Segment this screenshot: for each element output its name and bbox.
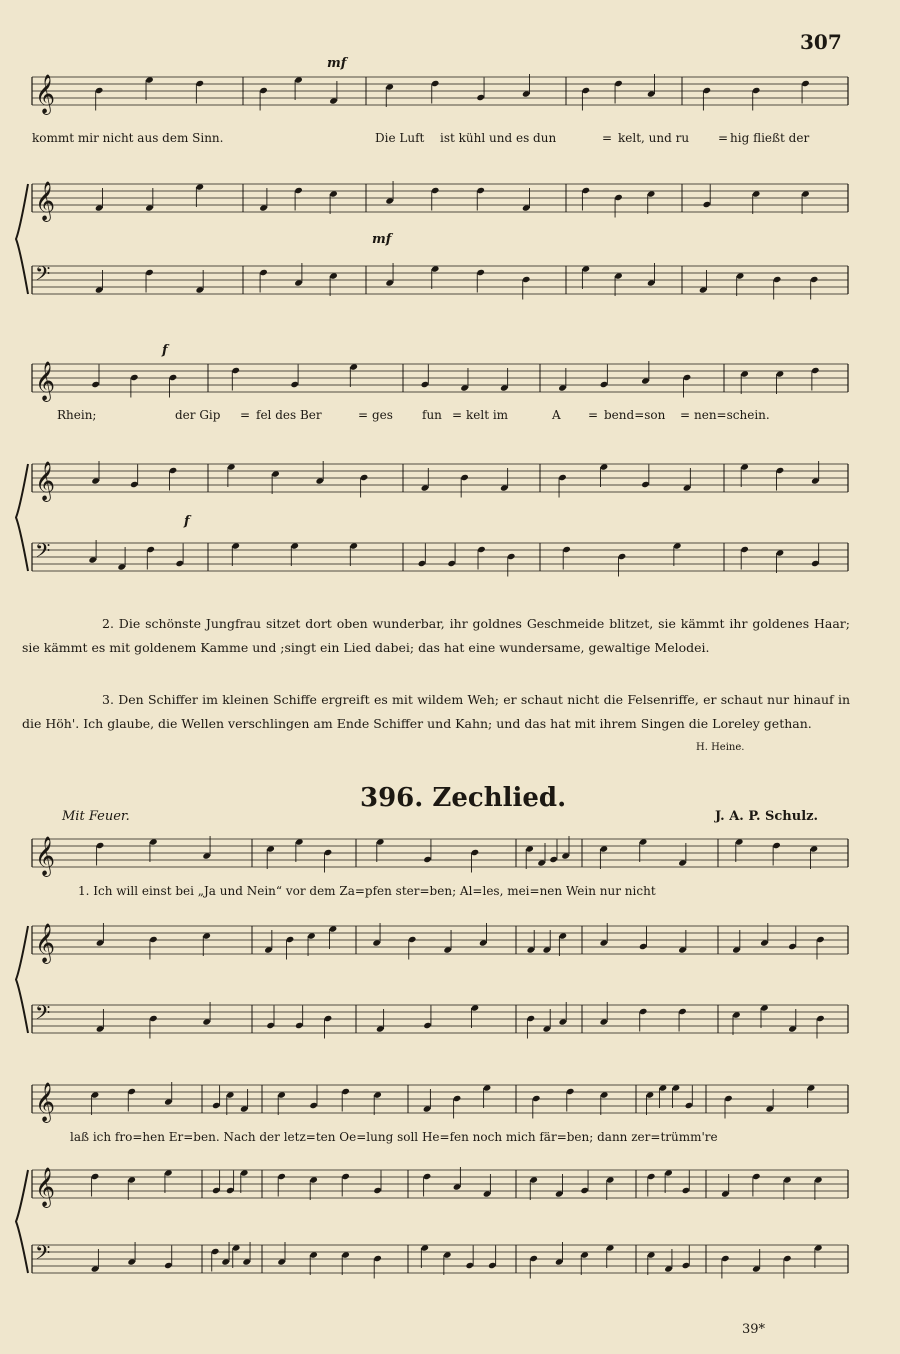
lyric-segment: kelt, und ru bbox=[618, 131, 690, 145]
system-brace bbox=[16, 1170, 28, 1273]
lyric-segment: ges bbox=[372, 408, 393, 422]
lyric-hyphen: = bbox=[358, 408, 369, 422]
lyric-segment: der Gip bbox=[175, 408, 221, 422]
treble-clef: 𝄞 bbox=[35, 461, 56, 501]
dynamic-voice-mf: mf bbox=[327, 56, 347, 71]
lyric-hyphen: = bbox=[588, 408, 599, 422]
lyric-segment: ist kühl und es dun bbox=[440, 131, 557, 145]
system-brace bbox=[16, 184, 28, 294]
system-brace bbox=[16, 464, 28, 571]
lyric-segment: A bbox=[552, 408, 561, 422]
system-brace bbox=[16, 926, 28, 1033]
lyric-segment: bend=son bbox=[604, 408, 666, 422]
lyric-line: 1. Ich will einst bei „Ja und Nein“ vor dem Za=pfen ster=ben; Al=les, mei=nen Wein nur nicht bbox=[78, 884, 656, 898]
verse-3: 3. Den Schiffer im kleinen Schiffe ergreift es mit wildem Weh; er schaut nicht die Felsenriffe, er schaut nur hinauf in die Höh'. Ich glaube, die Wellen verschlingen am Ende Schiffer und Kahn; und das hat mit ihrem Singen die Loreley gethan. bbox=[22, 692, 850, 731]
lyric-segment: Die Luft bbox=[375, 131, 425, 145]
dynamic-voice-f: f bbox=[162, 343, 168, 358]
page-number: 307 bbox=[800, 30, 842, 54]
lyric-hyphen: = bbox=[680, 408, 691, 422]
lyric-segment: fun bbox=[422, 408, 442, 422]
bass-clef: 𝄢 bbox=[35, 262, 51, 290]
lyric-segment: Rhein; bbox=[57, 408, 97, 422]
bass-clef: 𝄢 bbox=[35, 1241, 51, 1269]
dynamic-piano-mf: mf bbox=[372, 232, 392, 247]
verse-2: 2. Die schönste Jungfrau sitzet dort oben wunderbar, ihr goldnes Geschmeide blitzet, sie kämmt ihr goldenes Haar; sie kämmt es mit goldenem Kamme und ;singt ein Lied dabei; das hat eine wundersame, gewaltige Melodei. bbox=[22, 616, 850, 655]
poet-credit: H. Heine. bbox=[696, 742, 745, 753]
lyric-segment: fel des Ber bbox=[256, 408, 322, 422]
treble-clef: 𝄞 bbox=[35, 1082, 56, 1122]
treble-clef: 𝄞 bbox=[35, 836, 56, 876]
composer-credit: J. A. P. Schulz. bbox=[715, 809, 819, 824]
treble-clef: 𝄞 bbox=[35, 923, 56, 963]
treble-clef: 𝄞 bbox=[35, 1167, 56, 1207]
treble-clef: 𝄞 bbox=[35, 181, 56, 221]
dynamic-piano-f: f bbox=[184, 514, 190, 529]
treble-clef: 𝄞 bbox=[35, 74, 56, 114]
tempo-marking: Mit Feuer. bbox=[62, 809, 130, 824]
treble-clef: 𝄞 bbox=[35, 361, 56, 401]
lyric-hyphen: = bbox=[240, 408, 251, 422]
lyric-line: laß ich fro=hen Er=ben. Nach der letz=ten Oe=lung soll He=fen noch mich fär=ben; dann zer=trümm're bbox=[70, 1130, 718, 1144]
lyric-segment: kelt im bbox=[466, 408, 509, 422]
lyric-hyphen: = bbox=[602, 131, 613, 145]
bass-clef: 𝄢 bbox=[35, 539, 51, 567]
lyric-hyphen: = bbox=[452, 408, 463, 422]
lyric-hyphen: = bbox=[718, 131, 729, 145]
lyric-segment: hig fließt der bbox=[730, 131, 810, 145]
lyric-segment: kommt mir nicht aus dem Sinn. bbox=[32, 131, 224, 145]
signature-mark: 39* bbox=[742, 1322, 766, 1337]
song-title: 396. Zechlied. bbox=[360, 783, 567, 813]
bass-clef: 𝄢 bbox=[35, 1001, 51, 1029]
lyric-segment: nen=schein. bbox=[694, 408, 770, 422]
